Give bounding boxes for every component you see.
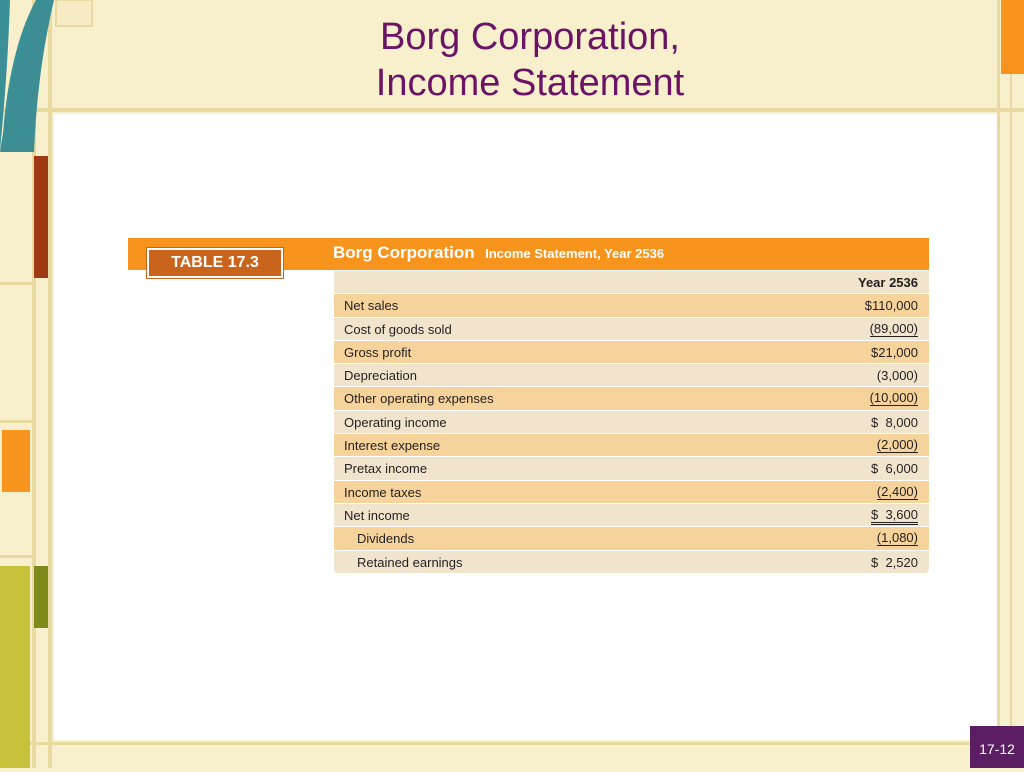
row-label: Dividends [357, 531, 415, 547]
table-title [333, 243, 664, 263]
row-value: $110,000 [864, 298, 918, 314]
table-row [334, 364, 929, 387]
table-row [334, 527, 929, 550]
table-row [334, 387, 929, 410]
row-value: (89,000) [869, 320, 918, 336]
table-row [334, 411, 929, 434]
row-value: (2,400) [876, 483, 918, 499]
row-label: Pretax income [344, 461, 428, 477]
table-row [334, 341, 929, 364]
slide-title-line-1: Borg Corporation, [380, 16, 680, 58]
row-label: Net income [344, 507, 410, 523]
row-value: (3,000) [876, 368, 918, 384]
table-row [334, 551, 929, 574]
row-label: Gross profit [344, 344, 412, 360]
table-row [334, 318, 929, 341]
row-value: (10,000) [869, 390, 918, 406]
slide-title [230, 14, 830, 106]
table-company-name: Borg Corporation [333, 243, 475, 262]
row-label: Operating income [344, 414, 447, 430]
table-subtitle: Income Statement, Year 2536 [485, 246, 665, 261]
row-value: $ 2,520 [871, 554, 918, 570]
row-value: $ 8,000 [871, 414, 918, 430]
row-label: Interest expense [344, 438, 441, 454]
table-row [334, 434, 929, 457]
row-value: $21,000 [871, 344, 918, 360]
row-value: $ 3,600 [871, 508, 918, 525]
row-value: (1,080) [876, 530, 918, 546]
table-row [334, 457, 929, 480]
table-row [334, 294, 929, 317]
row-label: Depreciation [344, 368, 417, 384]
row-label: Cost of goods sold [344, 321, 452, 337]
row-label: Net sales [344, 298, 399, 314]
table-row [334, 504, 929, 527]
row-label: Other operating expenses [344, 391, 494, 407]
row-value: (2,000) [876, 437, 918, 453]
table-row [334, 481, 929, 504]
page-number-badge: 17-12 [970, 726, 1024, 768]
row-value: $ 6,000 [871, 461, 918, 477]
income-statement-table [334, 271, 929, 574]
row-label: Income taxes [344, 484, 422, 500]
table-number-tag: TABLE 17.3 [147, 248, 283, 278]
table-column-header-row [334, 271, 929, 294]
slide-title-line-2: Income Statement [375, 62, 685, 104]
column-header-year: Year 2536 [857, 275, 918, 290]
row-label: Retained earnings [357, 554, 463, 570]
